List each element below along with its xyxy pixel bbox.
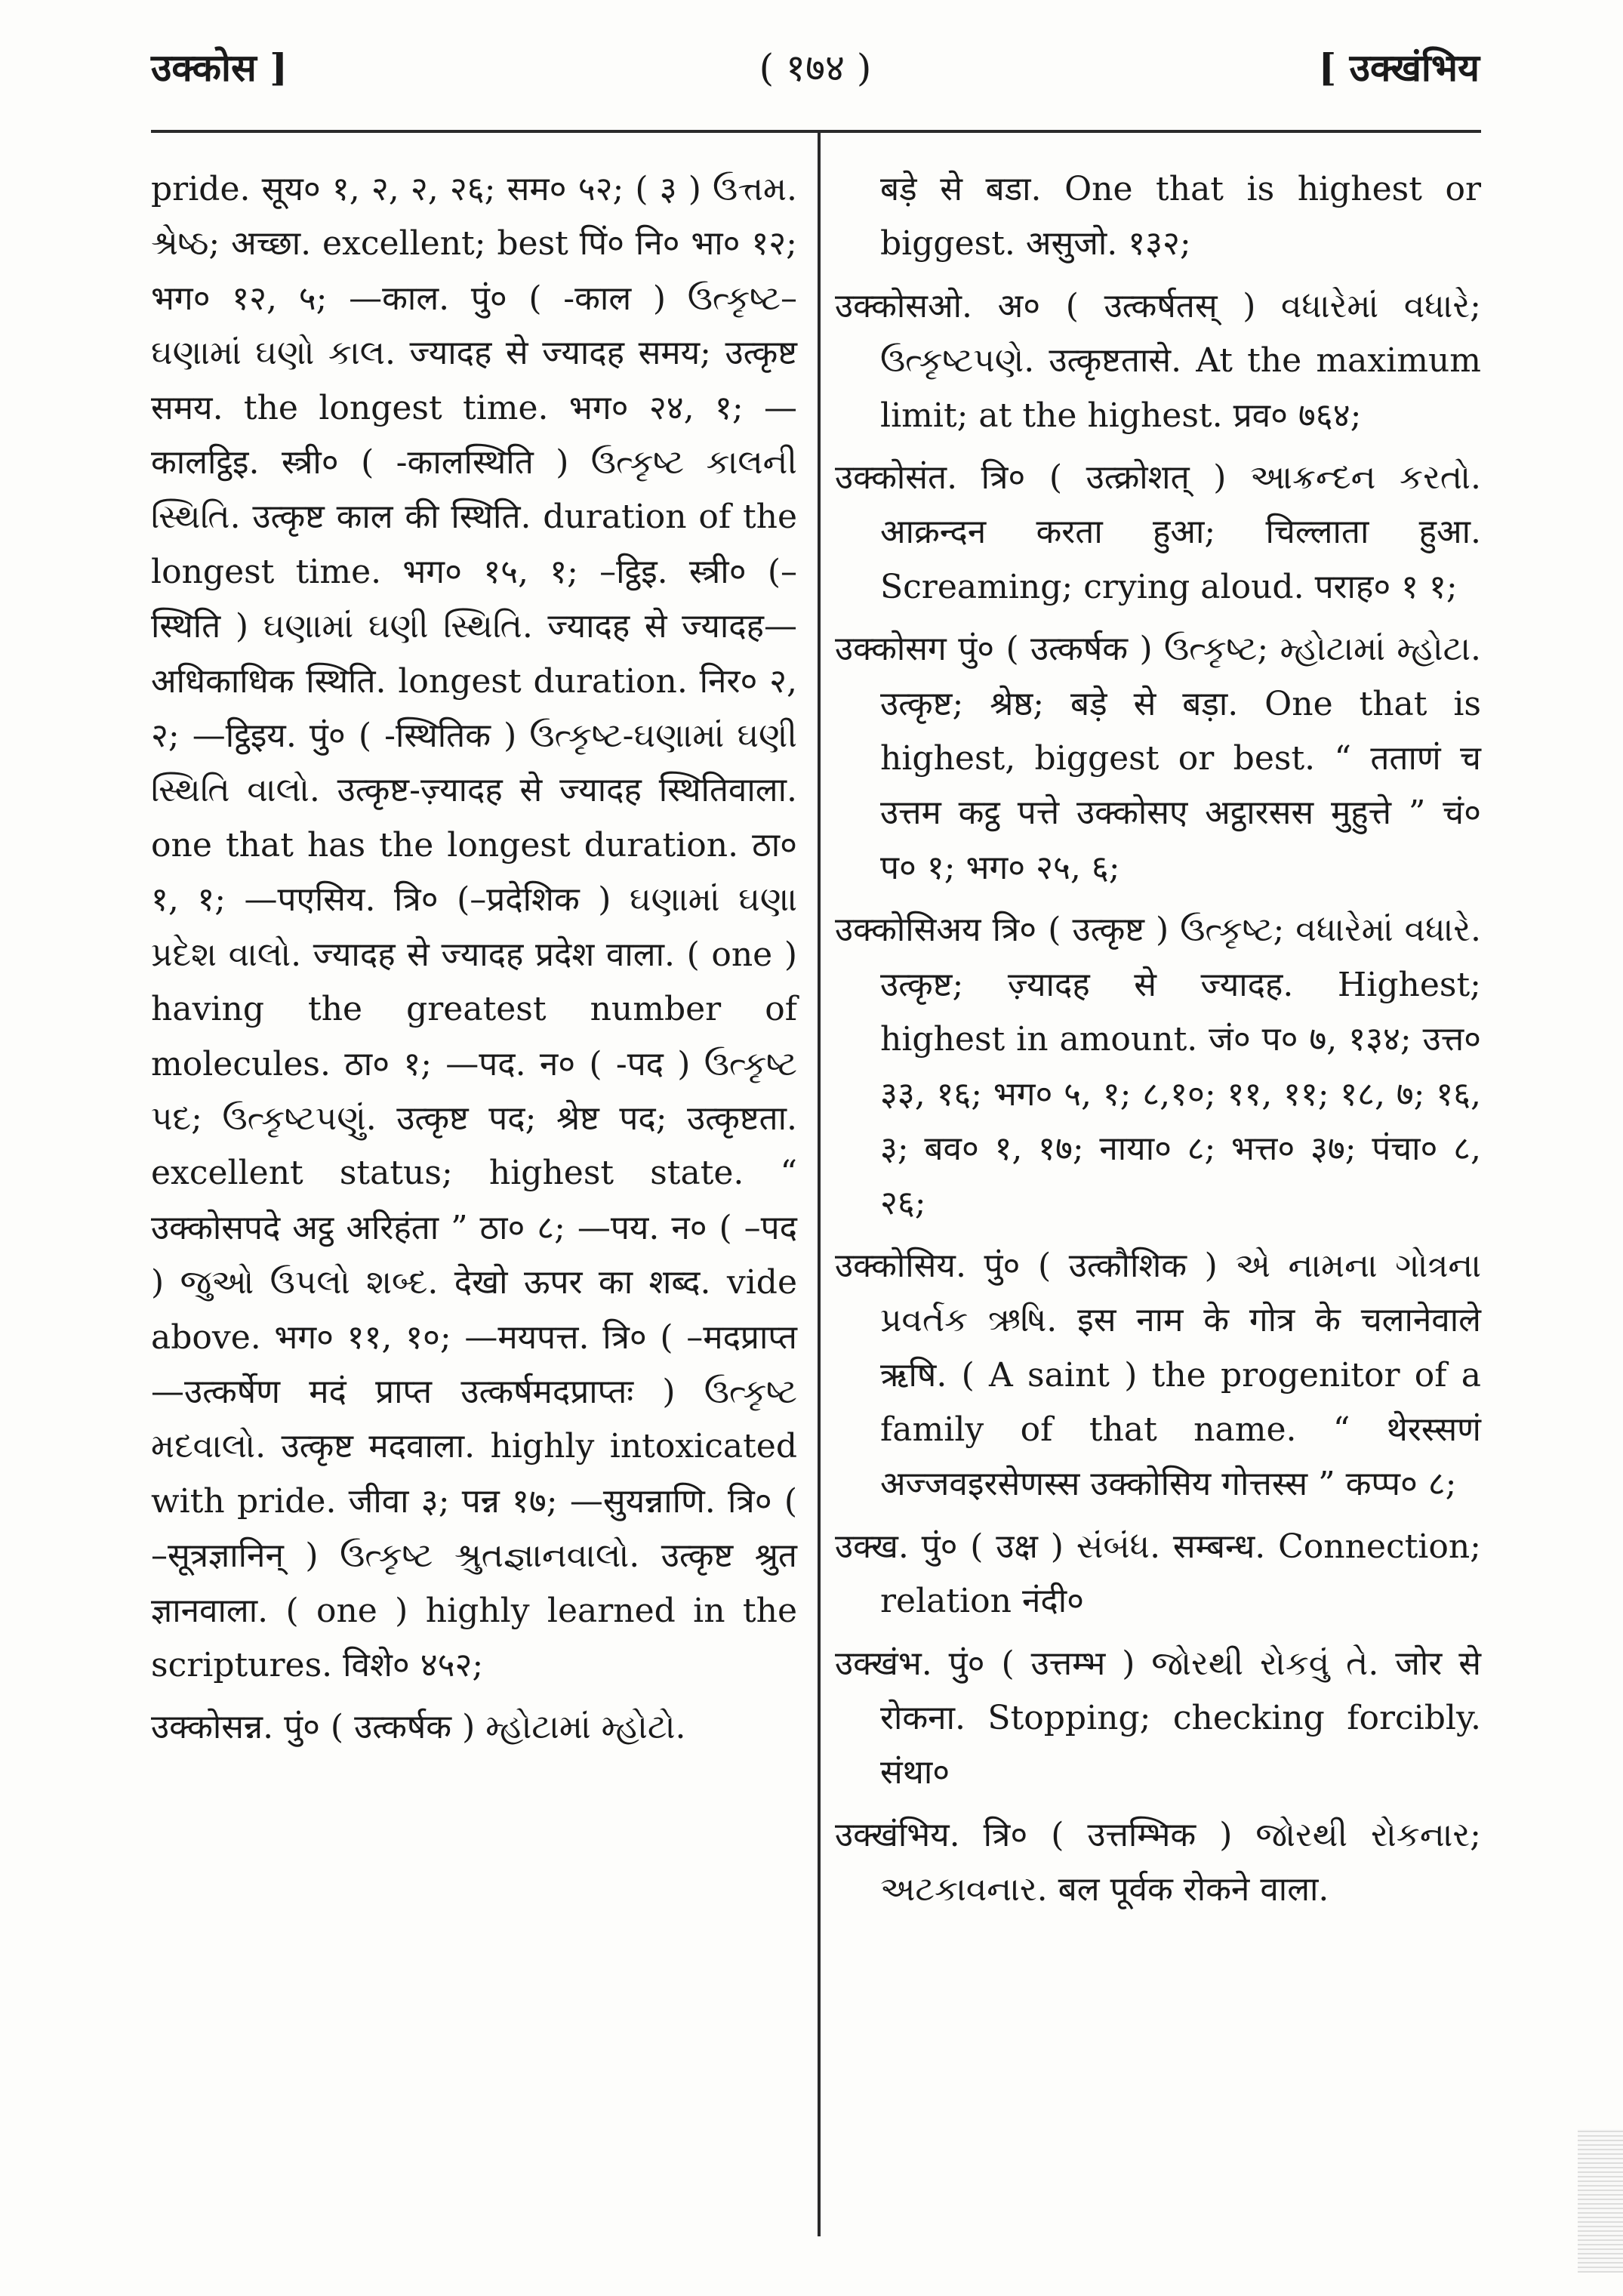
entry-ukkosamta [835, 451, 1481, 615]
entry-ukkosaga [835, 622, 1481, 895]
right-column [835, 162, 1481, 1925]
entry-text: उक्कोसिय. पुं० ( उत्कौशिक ) એ નામના ગોત્રના પ્રવર્તક ઋષિ. इस नाम के गोत्र के चलानेवाले ऋषि. ( A saint ) the progenitor of a family of that name. “ थेरस्सणं अज्जवइरसेणस्स उक्कोसिय गोत्तस्स ” कप्प० ८; [835, 1246, 1481, 1504]
entry-text: उक्कोसग पुं० ( उत्कर्षक ) ઉત્કૃષ્ટ; મ્હોટામાં મ્હોટા. उत्कृष्ट; श्रेष्ठ; बड़े से बड़ा. One that is highest, biggest or best. “ तताणं च उत्तम कट्ठ पत्ते उक्कोसए अट्ठारसस मुहुत्ते ” चं० प० १; भग० २५, ६; [835, 630, 1481, 887]
entry-ukkhambhiya [835, 1808, 1481, 1918]
entry-text: उक्ख. पुं० ( उक्ष ) સંબંધ. सम्बन्ध. Connection; relation नंदी० [835, 1527, 1481, 1621]
entry-text: उक्खंभ. पुं० ( उत्तम्भ ) જોરથી રોકવું તે. जोर से रोकना. Stopping; checking forcibly. संथा० [835, 1644, 1481, 1792]
entry-continuation [151, 162, 797, 1693]
header-rule [151, 130, 1481, 133]
entry-text: उक्कोसंत. त्रि० ( उत्क्रोशत् ) આક્રન્દન કરતો. आक्रन्दन करता हुआ; चिल्लाता हुआ. Screaming; crying aloud. पराह० १ १; [835, 458, 1481, 606]
left-column [151, 162, 797, 1763]
right-running-headword: [ उक्खंभिय [1318, 45, 1480, 90]
page-header [151, 30, 1480, 113]
entry-ukkosao [835, 279, 1481, 443]
entry-text: उक्खंभिय. त्रि० ( उत्तम्भिक ) જોરથી રોકનાર; અટકાવનાર. बल पूर्वक रोकने वाला. [835, 1815, 1481, 1909]
entry-ukkhambha [835, 1637, 1481, 1801]
entry-ukkosanna [151, 1700, 797, 1755]
entry-text: बड़े से बडा. One that is highest or biggest. असुजो. १३२; [880, 170, 1481, 264]
entry-text: उक्कोसन्न. पुं० ( उत्कर्षक ) મ્હોટામાં મ્હોટો. [151, 1708, 686, 1747]
entry-ukkosiaya [835, 903, 1481, 1231]
entry-text: उक्कोसिअय त्रि० ( उत्कृष्ट ) ઉત્કૃષ્ટ; વધારેમાં વધારે. उत्कृष्ट; ज़्यादह से ज्यादह. Highest; highest in amount. जं० प० ७, १३४; उत्त० ३३, १६; भग० ५, १; ८,१०; ११, ११; १८, ७; १६, ३; बव० १, १७; नाया० ८; भत्त० ३७; पंचा० ८, २६; [835, 911, 1481, 1223]
left-running-headword: उक्कोस ] [151, 45, 288, 90]
scan-edge-texture [1578, 2129, 1623, 2273]
column-divider [818, 130, 821, 2236]
entry-ukkosiya [835, 1239, 1481, 1512]
entry-text: pride. सूय० १, २, २, २६; सम० ५२; ( ३ ) ઉત્તમ. શ્રેષ્ઠ; अच्छा. excellent; best पिं० नि० भा० १२; भग० १२, ५; —काल. पुं० ( -काल ) ઉત્કૃષ્ટ–ઘણામાં ઘણો કાલ. ज्यादह से ज्यादह समय; उत्कृष्ट समय. the longest time. भग० २४, १; —कालट्ठिइ. स्त्री० ( -कालस्थिति ) ઉત્કૃષ્ટ કાલની સ્થિતિ. उत्कृष्ट काल की स्थिति. duration of the longest time. भग० १५, १; –ट्ठिइ. स्त्री० (– स्थिति ) ઘણામાં ઘણી સ્થિતિ. ज्यादह से ज्यादह—अधिकाधिक स्थिति. longest duration. निर० २, २; —ट्ठिइय. पुं० ( -स्थितिक ) ઉત્કૃષ્ટ-ઘણામાં ઘણી સ્થિતિ વાલો. उत्कृष्ट-ज़्यादह से ज्यादह स्थितिवाला. one that has the longest duration. ठा० १, १; —पएसिय. त्रि० (–प्रदेशिक ) ઘણામાં ઘણા પ્રદેશ વાલો. ज्यादह से ज्यादह प्रदेश वाला. ( one ) having the greatest number of molecules. ठा० १; —पद. न० ( -पद ) ઉત્કૃષ્ટ પદ; ઉત્કૃષ્ટપણું. उत्कृष्ट पद; श्रेष्ट पद; उत्कृष्टता. excellent status; highest state. “ उक्कोसपदे अट्ठ अरिहंता ” ठा० ८; —पय. न० ( –पद ) જુઓ ઉપલો શબ્દ. देखो ऊपर का शब्द. vide above. भग० ११, १०; —मयपत्त. त्रि० ( –मदप्राप्त—उत्कर्षेण मदं प्राप्त उत्कर्षमदप्राप्तः ) ઉત્કૃષ્ટ મદવાલો. उत्कृष्ट मदवाला. highly intoxicated with pride. जीवा ३; पन्न १७; —सुयन्नाणि. त्रि० ( –सूत्रज्ञानिन् ) ઉત્કૃષ્ટ શ્રુતજ્ઞાનવાલો. उत्कृष्ट श्रुत ज्ञानवाला. ( one ) highly learned in the scriptures. विशे० ४५२; [151, 170, 797, 1684]
entry-text: उक्कोसओ. अ० ( उत्कर्षतस् ) વધારેમાં વધારે; ઉત્કૃષ્ટપણે. उत्कृष्टतासे. At the maximum limit; at the highest. प्रव० ७६४; [835, 286, 1481, 435]
entry-ukkha [835, 1520, 1481, 1629]
page-number: ( १७४ ) [759, 46, 872, 90]
entry-continuation-right [835, 162, 1481, 272]
